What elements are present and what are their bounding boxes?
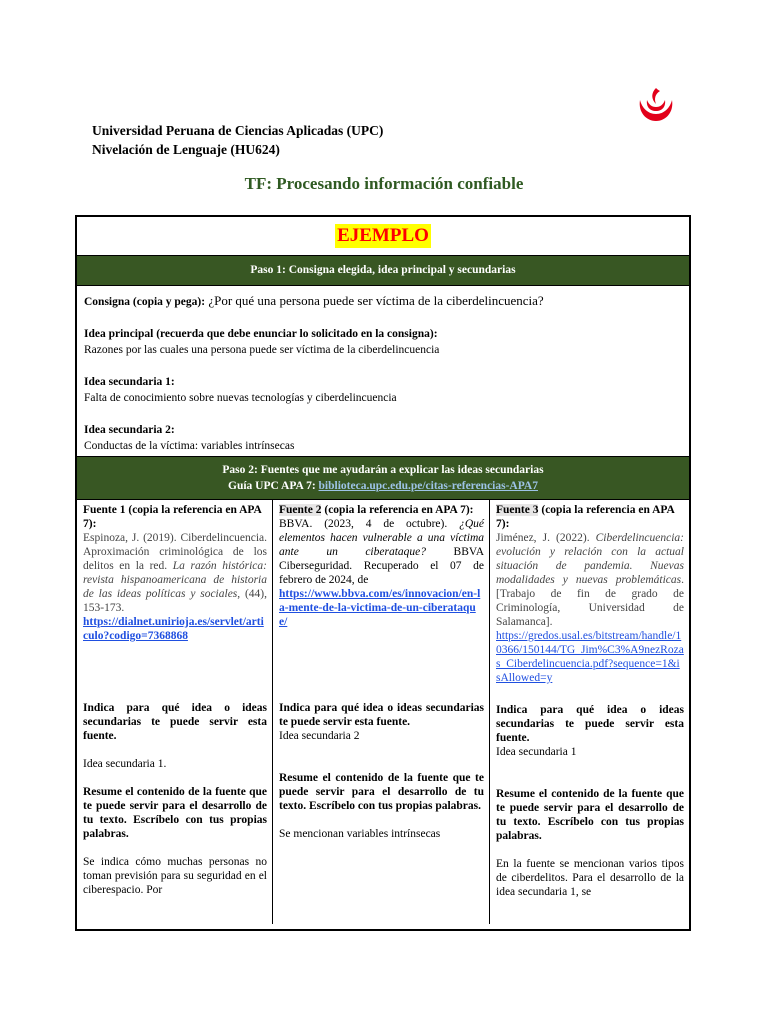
idea-secundaria-1-label: Idea secundaria 1: (84, 376, 175, 388)
source-2-summary: Se mencionan variables intrínsecas (279, 828, 441, 840)
source-2-label: Fuente 2 (279, 504, 322, 516)
apa-guide-label: Guía UPC APA 7: (228, 480, 319, 492)
worksheet-table (75, 215, 691, 931)
step2-title: Paso 2: Fuentes que me ayudarán a explicar las ideas secundarias (222, 464, 544, 476)
source-3-question-summary: Resume el contenido de la fuente que te puede servir para el desarrollo de tu texto. Escríbelo con tus propias palabras. (496, 788, 684, 842)
idea-principal-text: Razones por las cuales una persona puede ser víctima de la ciberdelincuencia (84, 344, 440, 356)
example-label: EJEMPLO (337, 225, 429, 246)
source-3-summary: En la fuente se mencionan varios tipos de ciberdelitos. Para el desarrollo de la idea secundaria 1, se (496, 858, 684, 898)
source-column-2: Fuente 2 (copia la referencia en APA 7): BBVA. (2023, 4 de octubre). ¿Qué elementos hacen vulnerable a una víctima ante un ciberataque? BBVA Ciberseguridad. Recuperado el 07 de febrero de 2024, de https://www.bbva.com/es/innovacion/en-la-mente-de-la-victima-de-un-ciberataque/ Indica para qué idea o ideas secundarias te puede servir esta fuente. Idea secundaria 2 Resume el contenido de la fuente que te puede servir para el desarrollo de tu texto. Escríbelo con tus propias palabras. Se mencionan variables intrínsecas (273, 500, 490, 924)
example-row (77, 217, 689, 256)
source-1-question-ideas: Indica para qué idea o ideas secundarias te puede servir esta fuente. (83, 702, 267, 742)
source-column-1: Fuente 1 (copia la referencia en APA 7): Espinoza, J. (2019). Ciberdelincuencia. Aproximación criminológica de los delitos en la red. La razón histórica: revista hispanoamericana de historia de las ideas políticas y sociales, (44), 153-173. https://dialnet.unirioja.es/servlet/articulo?codigo=7368868 Indica para qué idea o ideas secundarias te puede servir esta fuente. Idea secundaria 1. Resume el contenido de la fuente que te puede servir para el desarrollo de tu texto. Escríbelo con tus propias palabras. Se indica cómo muchas personas no toman previsión para su seguridad en el ciberespacio. Por (77, 500, 273, 924)
source-3-label: Fuente 3 (496, 504, 539, 516)
consigna-text: ¿Por qué una persona puede ser víctima de la ciberdelincuencia? (205, 293, 544, 308)
step1-content (77, 286, 689, 457)
source-3-link[interactable]: https://gredos.usal.es/bitstream/handle/10366/150144/TG_Jim%C3%A9nezRozas_Ciberdelincuencia.pdf?sequence=1&isAllowed=y (496, 630, 684, 684)
source-3-answer-ideas: Idea secundaria 1 (496, 746, 577, 758)
sources-row (77, 500, 689, 924)
idea-secundaria-2-text: Conductas de la víctima: variables intrínsecas (84, 440, 295, 452)
source-1-summary: Se indica cómo muchas personas no toman previsión para su seguridad en el ciberespacio. Por (83, 856, 267, 896)
source-1-reference: Espinoza, J. (2019). Ciberdelincuencia. Aproximación criminológica de los delitos en la red. La razón histórica: revista hispanoamericana de historia de las ideas políticas y sociales, (44), 153-173. (83, 532, 267, 614)
source-2-link[interactable]: https://www.bbva.com/es/innovacion/en-la-mente-de-la-victima-de-un-ciberataque/ (279, 588, 481, 628)
source-2-question-ideas: Indica para qué idea o ideas secundarias te puede servir esta fuente. (279, 702, 484, 728)
consigna-label: Consigna (copia y pega): (84, 296, 206, 308)
source-3-reference: Jiménez, J. (2022). Ciberdelincuencia: evolución y relación con la actual situación de pandemia. Nuevas modalidades y nuevas problemáticas. [Trabajo de fin de grado de Criminología, Universidad de Salamanca]. (496, 532, 684, 628)
upc-logo (636, 86, 676, 124)
source-2-answer-ideas: Idea secundaria 2 (279, 730, 360, 742)
header-block (92, 121, 383, 159)
step1-header: Paso 1: Consigna elegida, idea principal y secundarias (77, 256, 689, 286)
source-1-question-summary: Resume el contenido de la fuente que te puede servir para el desarrollo de tu texto. Escríbelo con tus propias palabras. (83, 786, 267, 840)
university-name: Universidad Peruana de Ciencias Aplicadas (UPC) (92, 123, 384, 138)
source-2-question-summary: Resume el contenido de la fuente que te puede servir para el desarrollo de tu texto. Escríbelo con tus propias palabras. (279, 772, 484, 812)
source-column-3: Fuente 3 (copia la referencia en APA 7): Jiménez, J. (2022). Ciberdelincuencia: evolución y relación con la actual situación de pandemia. Nuevas modalidades y nuevas problemáticas. [Trabajo de fin de grado de Criminología, Universidad de Salamanca]. https://gredos.usal.es/bitstream/handle/10366/150144/TG_Jim%C3%A9nezRozas_Ciberdelincuencia.pdf?sequence=1&isAllowed=y Indica para qué idea o ideas secundarias te puede servir esta fuente. Idea secundaria 1 Resume el contenido de la fuente que te puede servir para el desarrollo de tu texto. Escríbelo con tus propias palabras. En la fuente se mencionan varios tipos de ciberdelitos. Para el desarrollo de la idea secundaria 1, se (496, 504, 684, 898)
step2-header (77, 457, 689, 500)
source-2-reference: BBVA. (2023, 4 de octubre). ¿Qué elementos hacen vulnerable a una víctima ante un ciberataque? BBVA Ciberseguridad. Recuperado el 07 de febrero de 2024, de (279, 518, 484, 586)
source-1-label: Fuente 1 (83, 504, 126, 516)
apa-guide-link[interactable]: biblioteca.upc.edu.pe/citas-referencias-APA7 (318, 480, 538, 492)
source-3-question-ideas: Indica para qué idea o ideas secundarias te puede servir esta fuente. (496, 704, 684, 744)
idea-secundaria-1-text: Falta de conocimiento sobre nuevas tecnologías y ciberdelincuencia (84, 392, 397, 404)
idea-secundaria-2-label: Idea secundaria 2: (84, 424, 175, 436)
idea-principal-label: Idea principal (recuerda que debe enunciar lo solicitado en la consigna): (84, 328, 438, 340)
source-1-link[interactable]: https://dialnet.unirioja.es/servlet/articulo?codigo=7368868 (83, 616, 264, 642)
source-1-answer-ideas: Idea secundaria 1. (83, 758, 167, 770)
course-name: Nivelación de Lenguaje (HU624) (92, 142, 280, 157)
document-title: TF: Procesando información confiable (244, 174, 524, 193)
